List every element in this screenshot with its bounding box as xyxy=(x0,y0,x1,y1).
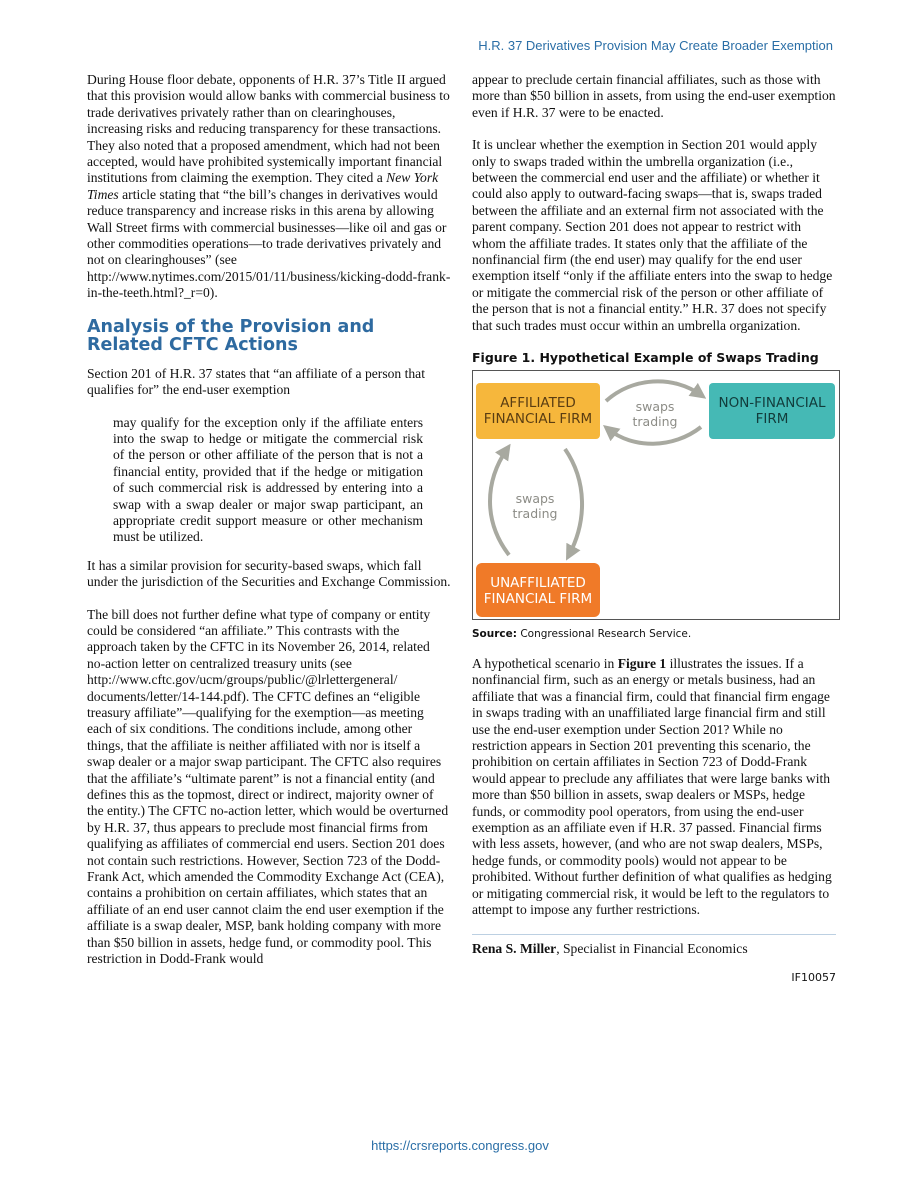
arrow-label-left-2: trading xyxy=(512,505,558,521)
statute-quote: may qualify for the exception only if the affiliate enters into the swap to hedge or mitigate the commercial risk of the person or other affiliate of the person that is not a financial entity, provided that if the hedge or mitigation of such commercial risk is addressed by entering into a swap with a swap dealer or major swap participant, an appropriate credit support measure or other mechanism must be utilized. xyxy=(113,414,423,545)
arrow-top-lower xyxy=(608,427,701,444)
left-column xyxy=(87,72,451,984)
figure-svg xyxy=(473,371,839,619)
nyt-title: New York Times xyxy=(87,170,439,202)
paragraph-preclude: appear to preclude certain financial affiliates, such as those with more than $50 billion in assets, from using the end-user exemption even if H.R. 37 were to be enacted. xyxy=(472,72,836,120)
author-line xyxy=(472,941,836,957)
unaffiliated-label-2: FINANCIAL FIRM xyxy=(483,590,593,607)
paragraph-affiliate-definition: The bill does not further define what type of company or entity could be considered “an affiliate.” This contrasts with the approach taken by the CFTC in its November 26, 2014, related no-action letter on centralized treasury units (see http://www.cftc.gov/ucm/groups/public/@lrlettergeneral/ documents/letter/14-144.pdf). The CFTC defines an “eligible treasury affiliate”—qualifying for the exemption—as meeting each of six conditions. The conditions include, among other things, that the affiliate is neither affiliated with nor is itself a swap dealer or a major swap participant. The CFTC also requires that the affiliate’s “ultimate parent” is not a financial entity (and defines this as the topmost, direct or indirect, majority owner of the entity.) The CFTC no-action letter, which would be overturned by H.R. 37, thus appears to preclude most financial firms from qualifying as affiliates of commercial end users. Section 201 does not contain such restrictions. However, Section 723 of the Dodd-Frank Act, which amended the Commodity Exchange Act (CEA), contains a prohibition on certain affiliates, which states that an affiliate of an end user cannot claim the end user exemption if the affiliate is a swap dealer, MSP, bank holding company with more than $50 billion in assets, hedge fund, or commodity pool. This restriction in Dodd-Frank would xyxy=(87,606,449,967)
figure-title: Figure 1. Hypothetical Example of Swaps Trading xyxy=(472,350,819,366)
author-title: , Specialist in Financial Economics xyxy=(556,941,748,957)
paragraph-section-201: Section 201 of H.R. 37 states that “an affiliate of a person that qualifies for” the end-user exemption xyxy=(87,365,425,398)
right-column xyxy=(472,72,836,986)
source-text: Congressional Research Service. xyxy=(516,627,692,640)
arrow-left-inner xyxy=(565,449,582,555)
paragraph-text: During House floor debate, opponents of H.R. 37’s Title II argued that this provision would allow banks with commercial business to trade derivatives privately rather than on clearinghouses, increasing risks and reducing transparency for these transactions. They also noted that a proposed amendment, which had not been accepted, would have prohibited systemically important financial institutions from claiming the exemption. They cited a xyxy=(87,72,450,186)
affiliated-label-1: AFFILIATED xyxy=(500,394,576,411)
author-name: Rena S. Miller xyxy=(472,941,557,957)
nonfinancial-label-1: NON-FINANCIAL xyxy=(718,394,826,411)
paragraph-hypothetical xyxy=(472,656,836,919)
unaffiliated-label-1: UNAFFILIATED xyxy=(490,574,586,591)
arrow-left-outer xyxy=(490,449,509,555)
figure-diagram xyxy=(472,370,840,620)
author-divider xyxy=(472,934,836,935)
figure-reference: Figure 1 xyxy=(617,655,667,671)
arrow-label-left-1: swaps xyxy=(515,490,555,506)
running-header: H.R. 37 Derivatives Provision May Create Broader Exemption xyxy=(478,38,833,53)
footer-url[interactable]: https://crsreports.congress.gov xyxy=(371,1138,549,1153)
nonfinancial-label-2: FIRM xyxy=(755,410,789,427)
arrow-label-top-2: trading xyxy=(632,413,678,429)
section-heading: Analysis of the Provision and Related CFTC Actions xyxy=(87,316,375,355)
figure-source xyxy=(472,626,836,642)
paragraph-security-swaps: It has a similar provision for security-based swaps, which fall under the jurisdiction of the Securities and Exchange Commission. xyxy=(87,557,451,590)
paragraph-floor-debate xyxy=(87,72,451,302)
affiliated-label-2: FINANCIAL FIRM xyxy=(483,410,593,427)
paragraph-text: illustrates the issues. If a nonfinancial firm, such as an energy or metals business, had an affiliate that was a financial firm, could that financial firm engage in swaps trading with an unaffiliated large financial firm and still use the end-user exemption under Section 201? While no restriction appears in Section 201 preventing this scenario, the prohibition on certain affiliates in Section 723 of Dodd-Frank would appear to preclude any affiliates that were large banks with more than $50 billion in assets, swap dealers or MSPs, hedge funds, or commodity pool operators, from using the end-user exemption as an affiliate even if H.R. 37 passed. Financial firms with less assets, however, (and who are not swap dealers, MSPs, hedge funds, or commodity pools) would not appear to be prohibited. Without further definition of what qualifies as hedging or mitigating commercial risk, it would be left to the regulators to attempt to impose any further restrictions. xyxy=(472,655,832,917)
paragraph-unclear-scope: It is unclear whether the exemption in Section 201 would apply only to swaps traded within the umbrella organization (i.e., between the commercial end user and the affiliate) or whether it could also apply to outward-facing swaps—that is, swaps traded between the affiliate and an external firm not associated with the parent company. Section 201 does not appear to restrict with whom the affiliate trades. It states only that the affiliate of the nonfinancial firm (the end user) may qualify for the end user exemption itself “only if the affiliate enters into the swap to hedge or mitigate the commercial risk of the person or other affiliate of the person that is not a financial entity.” H.R. 37 does not specify that such trades must occur within an umbrella organization. xyxy=(472,137,833,333)
report-id: IF10057 xyxy=(791,970,836,984)
paragraph-text: A hypothetical scenario in xyxy=(472,655,618,671)
arrow-label-top-1: swaps xyxy=(635,398,675,414)
source-label: Source: xyxy=(472,627,517,640)
paragraph-text: article stating that “the bill’s changes in derivatives would reduce transparency and increase risks in this arena by allowing Wall Street firms with commercial businesses—like oil and gas or other commodities operations—to trade derivatives privately and not on clearinghouses” (see http://www.nytimes.com/2015/01/11/business/kicking-dodd-frank-in-the-teeth.html?_r=0). xyxy=(87,186,451,301)
